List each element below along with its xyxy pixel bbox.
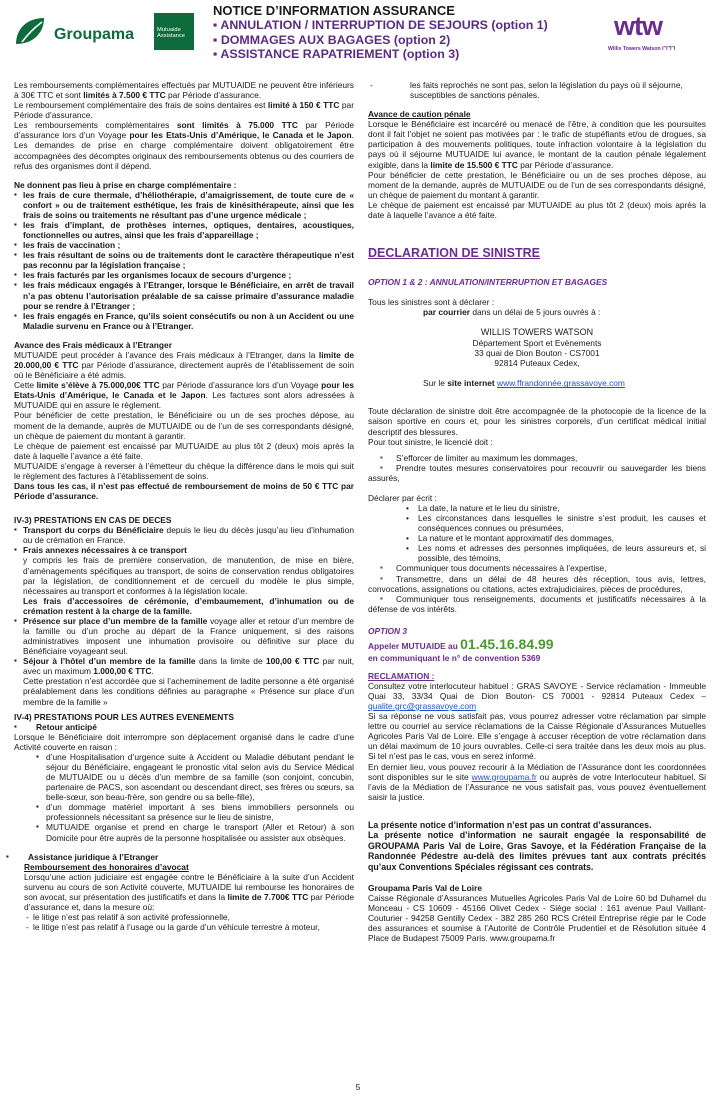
retour-anticipe-title: ▪ Retour anticipé bbox=[14, 722, 354, 732]
wtw-subline: Willis Towers Watson I″I″I″I bbox=[608, 46, 676, 52]
avance-paragraph-6: Dans tous les cas, il n’est pas effectué de remboursement de moins de 50 € TTC par Période d’assurance. bbox=[14, 480, 354, 502]
groupama-address-title: Groupama Paris Val de Loire bbox=[368, 882, 483, 893]
retour-item: ▪ d’un dommage matériel important à ses biens immobiliers personnels ou professionnels nécessitant sa présence sur le lieu de sinistre, bbox=[36, 802, 354, 822]
site-internet-link[interactable]: www.ffrandonnée.grassavoye.com bbox=[497, 378, 625, 389]
title-line-option3: ▪ ASSISTANCE RAPATRIEMENT (option 3) bbox=[213, 47, 460, 61]
licencie-item: ▪ S’efforcer de limiter au maximum les dommages, bbox=[380, 452, 578, 463]
juridique-condition: - le litige n’est pas relatif à l’usage ou la garde d’un véhicule terrestre à moteur, bbox=[24, 922, 354, 932]
retour-anticipe-paragraph: Lorsque le Bénéficiaire doit interrompre son déplacement organisé dans le cadre d’une Activité couverte en raison : bbox=[14, 731, 354, 752]
exclusions-title: Ne donnent pas lieu à prise en charge complémentaire : bbox=[14, 179, 237, 190]
reclamation-title: RECLAMATION : bbox=[368, 670, 435, 681]
declarer-par-ecrit: Déclarer par écrit : bbox=[368, 492, 437, 503]
toute-declaration-paragraph: Toute déclaration de sinistre doit être accompagnée de la photocopie de la licence de la saison sportive en cours et, pour les sinistres corporels, d’un certificat médical initial descriptif des blessures. bbox=[368, 406, 706, 437]
mutuaide-subname: Assistance bbox=[157, 33, 186, 40]
deces-item-transport: ▪ Transport du corps du Bénéficiaire depuis le lieu du décès jusqu’au lieu d’inhumation ou de crémation en France. bbox=[14, 525, 354, 545]
option12-title: OPTION 1 & 2 : ANNULATION/INTERRUPTION ET BAGAGES bbox=[368, 277, 608, 288]
avance-paragraph-5: MUTUAIDE s’engage à reverser à l’émetteur du chèque la différence dans le mois qui suit le règlement des factures à l’établissement de soins. bbox=[14, 460, 354, 481]
section-iv4-title: IV-4) PRESTATIONS POUR LES AUTRES EVENEMENTS bbox=[14, 711, 234, 722]
par-courrier-line: par courrier dans un délai de 5 jours ouvrés à : bbox=[423, 307, 601, 318]
wtw-wordmark: wtw bbox=[614, 11, 662, 41]
sejour-paragraph: Cette prestation n’est accordée que si l’acheminement de ladite personne a été organisé préalablement dans les conditions définies au paragraphe « Présence sur place d’un membre de la famille » bbox=[23, 676, 354, 707]
avance-paragraph-2: Cette limite s’élève à 75.000,00€ TTC par Période d’assurance lors d’un Voyage pour les Etats-Unis d’Amérique, le Canada et le Japon. Les factures sont alors adressées à MUTUAIDE qui en assure le règlement. bbox=[14, 380, 354, 411]
caution-paragraph-3: Le chèque de paiement est encaissé par MUTUAIDE au plus tôt 2 (deux) mois après la date à laquelle l’avance a été faite. bbox=[368, 199, 706, 220]
deces-item-frais-annexes: ▪ Frais annexes nécessaires à ce transport bbox=[14, 545, 354, 555]
deces-item-presence: ▪ Présence sur place d’un membre de la famille voyage aller et retour d’un membre de la famille ou d’un proche au départ de la France uniquement, si des raisons administratives imposent une inhumation provisoire ou définitive sur place du Bénéficiaire voyageant seul. bbox=[14, 616, 354, 656]
reclamation-paragraph-1: Consultez votre interlocuteur habituel : GRAS SAVOYE - Service réclamation - Immeuble Quai 33, 33/34 Quai de Dion Bouton- CS 70001 - 92814 Puteaux Cedex – qualite.grc@grassavoye.com bbox=[368, 680, 706, 712]
exclusion-item: ▪ les frais engagés en France, qu’ils soient consécutifs ou non à un Accident ou une Maladie survenu en France ou à l’Etranger. bbox=[14, 311, 354, 331]
exclusions-list bbox=[14, 190, 354, 331]
frais-annexes-text: y compris les frais de première conservation, de manutention, de mise en bière, d’aménagements spécifiques au transport, de soins de conservation rendus obligatoires par la législation, de conditionnement et de cercueil du modèle le plus simple, nécessaires au transport et conformes à la législation locale. bbox=[23, 555, 354, 596]
juridique-condition: - le litige n’est pas relatif à son activité professionnelle, bbox=[24, 912, 354, 922]
tous-sinistres: Tous les sinistres sont à déclarer : bbox=[368, 297, 495, 308]
ecrit-item: • La date, la nature et le lieu du sinistre, bbox=[368, 503, 706, 513]
retour-item: ▪ MUTUAIDE organise et prend en charge le transport (Aller et Retour) à son Domicile pour être auprès de la personne hospitalisée ou assister aux obsèques. bbox=[36, 822, 354, 842]
notice-disclaimer-1: La présente notice d’information n’est pas un contrat d’assurances. bbox=[368, 819, 652, 830]
juridique-paragraph: Lorsqu’une action judiciaire est engagée contre le Bénéficiaire à la suite d’un Accident survenu au cours de son Activité couverte, MUTUAIDE lui rembourse les honoraires de son avocat, sur présentation des justificatifs et dans la limite de 7.700€ TTC par Période d’assurance et, dans la mesure où: bbox=[24, 871, 354, 913]
ecrit-item: • Les circonstances dans lesquelles le sinistre s’est produit, les causes et conséquences connues ou présumées, bbox=[368, 513, 706, 533]
exclusion-item: ▪ les frais facturés par les organismes locaux de secours d’urgence ; bbox=[14, 270, 354, 280]
caution-paragraph-2: Pour bénéficier de cette prestation, le Bénéficiaire ou un de ses proches dépose, au moment de la demande, auprès de MUTUAIDE ou de l’un de ses correspondants désigné, un chèque de paiement du montant à garantir. bbox=[368, 169, 706, 200]
groupama-wordmark: Groupama bbox=[54, 26, 135, 43]
juridique-subtitle: Remboursement des honoraires d’avocat bbox=[24, 861, 189, 872]
site-internet-line: Sur le site internet www.ffrandonnée.grassavoye.com bbox=[423, 378, 625, 389]
exclusion-item: ▪ les frais résultant de soins ou de traitements dont le caractère thérapeutique n’est pas reconnu par la législation française ; bbox=[14, 250, 354, 270]
left-column bbox=[14, 80, 354, 932]
deces-item-sejour: ▪ Séjour à l’hôtel d’un membre de la famille dans la limite de 100,00 € TTC par nuit, avec un maximum 1.000,00 € TTC. bbox=[14, 656, 354, 676]
appeler-line: Appeler MUTUAIDE au 01.45.16.84.99 bbox=[368, 635, 554, 652]
reclamation-paragraph-3: En dernier lieu, vous pouvez recourir à la Médiation de l’Assurance dont les coordonnées sont disponibles sur le site www.groupama.fr ou auprès de votre Interlocuteur habituel. Si l’avis de la Médiation de l’Assurance ne vous satisfait pas, vous pouvez éventuellement saisir la justice. bbox=[368, 761, 707, 802]
mutuaide-logo bbox=[154, 13, 194, 50]
juridique-title: ▪ Assistance juridique à l’Etranger bbox=[6, 852, 354, 862]
assistance-phone[interactable]: 01.45.16.84.99 bbox=[460, 635, 554, 652]
groupama-logo bbox=[14, 14, 140, 50]
page-title: NOTICE D’INFORMATION ASSURANCE bbox=[213, 3, 455, 18]
avance-title: Avance des Frais médicaux à l’Etranger bbox=[14, 339, 172, 350]
exclusion-item: ▪ les frais médicaux engagés à l’Etranger, lorsque le Bénéficiaire, en arrêt de travail n’a pas obtenu l’autorisation préalable de sa caisse primaire d’assurance maladie pour se rendre à l’Etranger ; bbox=[14, 280, 354, 310]
convention-line: en communiquant le n° de convention 5369 bbox=[368, 652, 541, 663]
page-number: 5 bbox=[355, 1082, 361, 1092]
avance-paragraph-3: Pour bénéficier de cette prestation, le Bénéficiaire ou un de ses proches dépose, au moment de la demande, auprès de MUTUAIDE ou de l’un de ses correspondants désigné, un chèque de paiement du montant à garantir. bbox=[14, 410, 354, 441]
address-line: 92814 Puteaux Cedex, bbox=[494, 358, 580, 369]
intro-paragraph-2: Le remboursement complémentaire des frais de soins dentaires est limité à 150 € TTC par Période d’assurance. bbox=[14, 100, 355, 121]
section-iv3-title: IV-3) PRESTATIONS EN CAS DE DECES bbox=[14, 515, 172, 526]
licencie-item: ▪ Prendre toutes mesures conservatoires pour recouvrir ou sauvegarder les biens assurés, bbox=[368, 462, 706, 483]
address-line: Département Sport et Evènements bbox=[472, 338, 602, 349]
reclamation-email-link[interactable]: qualite.grc@grassavoye.com bbox=[368, 701, 477, 712]
title-block bbox=[213, 4, 608, 62]
frais-annexes-bold: Les frais d’accessoires de cérémonie, d’embaumement, d’inhumation ou de crémation restent à la charge de la famille. bbox=[23, 595, 354, 616]
intro-paragraph-1: Les remboursements complémentaires effectués par MUTUAIDE ne peuvent être inférieurs à 30€ TTC et sont limités à 7.500 € TTC par Période d’assurance. bbox=[14, 80, 354, 101]
groupama-site-link[interactable]: www.groupama.fr bbox=[471, 771, 537, 782]
address-line: WILLIS TOWERS WATSON bbox=[480, 327, 594, 338]
notice-disclaimer-2: La présente notice d’information ne saurait engagée la responsabilité de GROUPAMA Paris Val de Loire, Gras Savoye, et la Fédération Française de la Randonnée Pédestre au-delà des limites prévues tant aux contrats précités qu’aux Conventions Spéciales régissant ces contrats. bbox=[368, 830, 706, 872]
exclusion-item: ▪ les frais d’implant, de prothèses internes, optiques, dentaires, acoustiques, fonctionnelles ou autres, ainsi que les frais d’appareillage ; bbox=[14, 220, 354, 240]
reclamation-paragraph-2: Si sa réponse ne vous satisfait pas, vous pourrez adresser votre réclamation par simple lettre ou courriel au service réclamations de la Caisse Régionale d’Assurances Mutuelles Agricoles Paris Val de Loire. Elle s’engage à accuser réception de votre réclamation dans un délai maximum de 10 jours ouvrables. Celle-ci sera traitée dans les deux mois au plus. Si tel n’est pas le cas, vous en serez informé. bbox=[368, 711, 706, 762]
juridique-block bbox=[14, 862, 354, 933]
avance-paragraph-1: MUTUAIDE peut procéder à l’avance des Frais médicaux à l’Etranger, dans la limite de 20.000,00 € TTC par Période d’assurance, directement auprès de l’établissement de soin où le Bénéficiaire a été admis. bbox=[14, 349, 354, 381]
ecrit-action: ▪ Transmettre, dans un délai de 48 heures dès réception, tous avis, lettres, convocations, assignations ou citations, actes extrajudiciaires, pièces de procédures, bbox=[368, 573, 706, 594]
mutuaide-name: Mutuaide bbox=[157, 27, 181, 33]
avance-paragraph-4: Le chèque de paiement est encaissé par MUTUAIDE au plus tôt 2 (deux) mois après la date à laquelle l’avance a été faite. bbox=[14, 440, 354, 461]
title-line-option1: ▪ ANNULATION / INTERRUPTION DE SEJOURS (option 1) bbox=[213, 18, 548, 32]
ecrit-action: ▪ Communiquer tous documents nécessaires à l’expertise, bbox=[380, 563, 607, 574]
retour-item: ▪ d’une Hospitalisation d’urgence suite à Accident ou Maladie débutant pendant le séjour du Bénéficiaire, engageant le pronostic vital selon avis du Service Médical de MUTUAIDE ou u décès d’un membre de sa famille (son conjoint, concubin, partenaire de PACS, son ascendant ou descendant direct, ses frères ou sœurs, sa belle-sœur, son beau-frère, son gendre ou sa belle-fille), bbox=[36, 752, 354, 802]
groupama-leaf-icon bbox=[14, 14, 140, 50]
groupama-address-text: Caisse Régionale d’Assurances Mutuelles Agricoles Paris Val de Loire 60 bd Duhamel du Monceau - CS 10609 - 45166 Olivet Cedex - Siège social : 161 avenue Paul Vaillant-Couturier - 94258 Gentilly Cedex - 382 285 260 RCS Créteil Entreprise régie par le Code des assurances et soumise à l’Autorité de Contrôle Prudentiel et de Résolution située 4 Place de Budapest 75009 Paris. www.groupama.fr bbox=[368, 892, 706, 943]
title-line-option2: ▪ DOMMAGES AUX BAGAGES (option 2) bbox=[213, 32, 451, 47]
intro-paragraph-3: Les remboursements complémentaires sont limités à 75.000 TTC par Période d’assurance lors d’un Voyage pour les Etats-Unis d’Amérique, le Canada et le Japon. Les demandes de prise en charge complémentaire doivent obligatoirement être accompagnées des décomptes originaux des remboursements obtenus ou des courriers de refus des organismes dont il dépend. bbox=[14, 120, 355, 171]
caution-title: Avance de caution pénale bbox=[368, 109, 471, 120]
exclusion-item: ▪ les frais de vaccination ; bbox=[14, 240, 354, 250]
pour-tout-sinistre: Pour tout sinistre, le licencié doit : bbox=[368, 436, 493, 447]
option3-title: OPTION 3 bbox=[368, 625, 408, 636]
right-column bbox=[368, 80, 706, 943]
wtw-logo bbox=[596, 10, 706, 60]
ecrit-item: • Les noms et adresses des personnes impliquées, de leurs assureurs et, si possible, des témoins, bbox=[368, 543, 706, 563]
juridique-condition-continued: - les faits reprochés ne sont pas, selon la législation du pays où il séjourne, susceptibles de sanctions pénales. bbox=[368, 80, 706, 100]
wtw-address bbox=[368, 327, 706, 368]
caution-paragraph-1: Lorsque le Bénéficiaire est incarcéré ou menacé de l’être, à condition que les poursuites dont il fait l’objet ne soient pas motivées par : le trafic de stupéfiants et/ou de drogues, sa participation à des mouvements politiques, toute infraction volontaire à la législation du pays où il séjourne MUTUAIDE lui avance, le montant de la caution pénale légalement exigible, dans la limite de 15.500 € TTC par Période d’assurance. bbox=[368, 119, 706, 170]
ecrit-item: • La nature et le montant approximatif des dommages, bbox=[368, 533, 706, 543]
retour-anticipe-list bbox=[14, 752, 354, 843]
ecrit-action: ▪ Communiquer tous renseignements, documents et justificatifs nécessaires à la défense de vos intérêts. bbox=[368, 593, 706, 614]
exclusion-item: ▪ les frais de cure thermale, d’héliothérapie, d’amaigrissement, de toute cure de « confort » ou de traitement esthétique, les frais de kinésithérapeute, ainsi que les frais de soins ou traitements ne résultant pas d’une urgence médicale ; bbox=[14, 190, 354, 220]
address-line: 33 quai de Dion Bouton - CS7001 bbox=[474, 348, 600, 359]
header bbox=[0, 0, 716, 70]
declaration-title: DECLARATION DE SINISTRE bbox=[368, 246, 540, 261]
